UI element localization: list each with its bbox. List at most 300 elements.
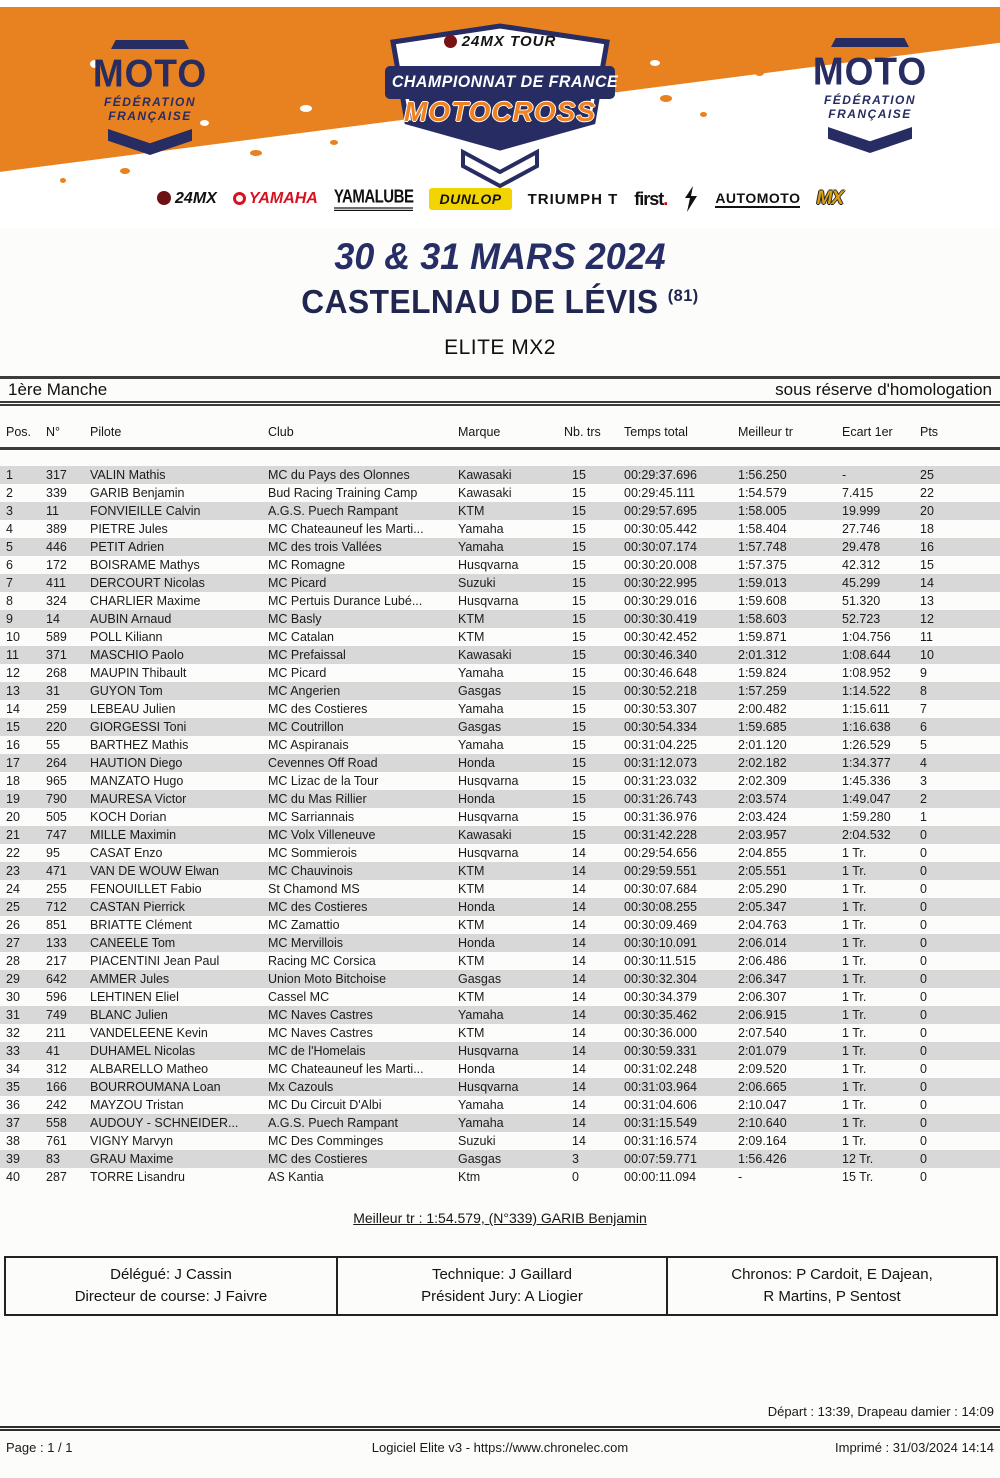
cell-marque: Honda xyxy=(458,1062,495,1076)
table-row xyxy=(0,664,1000,682)
cell-laps: 14 xyxy=(572,972,586,986)
official-line: Technique: J Gaillard xyxy=(431,1266,573,1283)
cell-marque: Gasgas xyxy=(458,720,502,734)
table-row xyxy=(0,808,1000,826)
cell-gap: 1:59.280 xyxy=(842,810,891,824)
cell-time: 00:29:45.111 xyxy=(624,486,696,500)
cell-pilot: GIORGESSI Toni xyxy=(90,720,187,734)
cell-pts: 1 xyxy=(920,810,927,824)
cell-gap: 1 Tr. xyxy=(842,990,867,1004)
cell-num: 268 xyxy=(46,666,67,680)
cell-time: 00:30:20.008 xyxy=(624,558,697,572)
cell-marque: Yamaha xyxy=(458,540,504,554)
cell-club: MC Picard xyxy=(268,576,327,590)
cell-pos: 19 xyxy=(6,792,20,806)
cell-pilot: MAURESA Victor xyxy=(90,792,187,806)
cell-pts: 0 xyxy=(920,828,927,842)
cell-pos: 29 xyxy=(6,972,20,986)
table-row xyxy=(0,556,1000,574)
cell-time: 00:30:10.091 xyxy=(624,936,697,950)
header-divider xyxy=(0,447,1000,450)
table-row xyxy=(0,718,1000,736)
cell-time: 00:30:54.334 xyxy=(624,720,697,734)
cell-pos: 40 xyxy=(6,1170,20,1184)
cell-best: 2:06.347 xyxy=(738,972,787,986)
col-header-pts: Pts xyxy=(920,425,939,439)
officials-cell-delegate xyxy=(6,1258,336,1314)
cell-time: 00:30:32.304 xyxy=(624,972,697,986)
cell-pts: 0 xyxy=(920,1062,927,1076)
cell-gap: 12 Tr. xyxy=(842,1152,874,1166)
table-row xyxy=(0,538,1000,556)
cell-time: 00:31:26.743 xyxy=(624,792,697,806)
table-row xyxy=(0,502,1000,520)
cell-gap: 1 Tr. xyxy=(842,1008,867,1022)
cell-num: 371 xyxy=(46,648,67,662)
cell-time: 00:00:11.094 xyxy=(624,1170,697,1184)
shield-line2: MOTOCROSS xyxy=(403,96,597,127)
cell-marque: Yamaha xyxy=(458,522,504,536)
cell-laps: 15 xyxy=(572,738,586,752)
table-row xyxy=(0,484,1000,502)
cell-pos: 9 xyxy=(6,612,13,626)
cell-pilot: VIGNY Marvyn xyxy=(90,1134,174,1148)
cell-pts: 3 xyxy=(920,774,927,788)
cell-gap: 1 Tr. xyxy=(842,846,867,860)
cell-num: 31 xyxy=(46,684,60,698)
cell-pilot: POLL Kiliann xyxy=(90,630,163,644)
cell-best: 2:01.312 xyxy=(738,648,787,662)
table-row xyxy=(0,1114,1000,1132)
cell-time: 00:29:37.696 xyxy=(624,468,697,482)
officials-table xyxy=(4,1256,998,1316)
cell-gap: 1:26.529 xyxy=(842,738,891,752)
cell-pts: 8 xyxy=(920,684,927,698)
cell-pilot: AUBIN Arnaud xyxy=(90,612,172,626)
cell-pts: 7 xyxy=(920,702,927,716)
24mx-icon xyxy=(157,191,171,205)
cell-pos: 17 xyxy=(6,756,20,770)
cell-club: MC Sommierois xyxy=(268,846,357,860)
ffm-logo-title: MOTO xyxy=(92,51,208,95)
cell-laps: 14 xyxy=(572,1062,586,1076)
table-row xyxy=(0,1096,1000,1114)
cell-pts: 0 xyxy=(920,1098,927,1112)
cell-pilot: LEHTINEN Eliel xyxy=(90,990,179,1004)
cell-time: 00:30:08.255 xyxy=(624,900,697,914)
cell-best: 2:05.290 xyxy=(738,882,787,896)
col-header-best: Meilleur tr xyxy=(738,425,793,439)
cell-pts: 6 xyxy=(920,720,927,734)
cell-club: MC Zamattio xyxy=(268,918,340,932)
cell-num: 133 xyxy=(46,936,67,950)
table-row xyxy=(0,826,1000,844)
cell-pts: 10 xyxy=(920,648,934,662)
cell-marque: Husqvarna xyxy=(458,846,519,860)
cell-pts: 18 xyxy=(920,522,934,536)
cell-num: 642 xyxy=(46,972,67,986)
cell-laps: 15 xyxy=(572,576,586,590)
cell-best: 2:07.540 xyxy=(738,1026,787,1040)
cell-club: Cassel MC xyxy=(268,990,330,1004)
cell-club: MC Aspiranais xyxy=(268,738,349,752)
results-table-header xyxy=(0,425,1000,439)
cell-pos: 10 xyxy=(6,630,20,644)
cell-best: 1:57.748 xyxy=(738,540,787,554)
table-row xyxy=(0,916,1000,934)
cell-pilot: CHARLIER Maxime xyxy=(90,594,201,608)
table-row xyxy=(0,466,1000,484)
cell-pos: 27 xyxy=(6,936,20,950)
cell-pts: 0 xyxy=(920,1134,927,1148)
cell-club: MC Mervillois xyxy=(268,936,343,950)
cell-gap: 1 Tr. xyxy=(842,1026,867,1040)
cell-pts: 13 xyxy=(920,594,934,608)
col-header-pos: Pos. xyxy=(6,425,32,439)
table-row xyxy=(0,952,1000,970)
cell-best: 1:57.375 xyxy=(738,558,787,572)
footer-divider xyxy=(0,1426,1000,1431)
cell-num: 471 xyxy=(46,864,67,878)
cell-club: MC Des Comminges xyxy=(268,1134,384,1148)
cell-pos: 22 xyxy=(6,846,20,860)
cell-pilot: VAN DE WOUW Elwan xyxy=(90,864,219,878)
cell-pos: 16 xyxy=(6,738,20,752)
cell-num: 255 xyxy=(46,882,67,896)
cell-num: 790 xyxy=(46,792,67,806)
cell-gap: 19.999 xyxy=(842,504,881,518)
cell-time: 00:31:15.549 xyxy=(624,1116,697,1130)
cell-time: 00:30:22.995 xyxy=(624,576,697,590)
cell-best: 2:10.640 xyxy=(738,1116,787,1130)
cell-pilot: AUDOUY - SCHNEIDER... xyxy=(90,1116,239,1130)
cell-pos: 33 xyxy=(6,1044,20,1058)
official-line: Directeur de course: J Faivre xyxy=(74,1288,268,1305)
cell-pilot: FONVIEILLE Calvin xyxy=(90,504,201,518)
cell-best: 2:05.347 xyxy=(738,900,787,914)
cell-pos: 25 xyxy=(6,900,20,914)
cell-marque: Yamaha xyxy=(458,1098,504,1112)
cell-pts: 0 xyxy=(920,846,927,860)
cell-num: 596 xyxy=(46,990,67,1004)
cell-club: MC Prefaissal xyxy=(268,648,346,662)
cell-time: 00:31:04.225 xyxy=(624,738,697,752)
header-banner xyxy=(0,0,1000,228)
cell-gap: 1 Tr. xyxy=(842,882,867,896)
cell-gap: 1 Tr. xyxy=(842,1080,867,1094)
official-line: Président Jury: A Liogier xyxy=(421,1288,583,1305)
cell-pilot: LEBEAU Julien xyxy=(90,702,176,716)
cell-club: MC Angerien xyxy=(268,684,341,698)
cell-num: 312 xyxy=(46,1062,67,1076)
cell-club: MC des Costieres xyxy=(268,1152,368,1166)
col-header-club: Club xyxy=(268,425,294,439)
cell-laps: 15 xyxy=(572,486,586,500)
cell-laps: 14 xyxy=(572,954,586,968)
cell-pts: 0 xyxy=(920,1026,927,1040)
cell-club: MC Lizac de la Tour xyxy=(268,774,379,788)
cell-time: 00:30:46.648 xyxy=(624,666,697,680)
cell-gap: 1 Tr. xyxy=(842,1116,867,1130)
cell-pos: 12 xyxy=(6,666,20,680)
cell-time: 00:30:29.016 xyxy=(624,594,697,608)
cell-best: 2:01.079 xyxy=(738,1044,787,1058)
sponsor-triumph-logo: TRIUMPH T xyxy=(527,190,619,208)
cell-pts: 14 xyxy=(920,576,934,590)
table-row xyxy=(0,682,1000,700)
cell-best: 2:01.120 xyxy=(738,738,787,752)
table-row xyxy=(0,736,1000,754)
cell-time: 00:31:16.574 xyxy=(624,1134,697,1148)
results-rows xyxy=(0,466,1000,1186)
cell-time: 00:30:05.442 xyxy=(624,522,697,536)
24mx-dot-icon xyxy=(444,35,457,48)
cell-laps: 15 xyxy=(572,648,586,662)
cell-pts: 0 xyxy=(920,1116,927,1130)
table-row xyxy=(0,1150,1000,1168)
cell-time: 00:30:30.419 xyxy=(624,612,697,626)
cell-pos: 20 xyxy=(6,810,20,824)
cell-time: 00:29:59.551 xyxy=(624,864,697,878)
cell-num: 220 xyxy=(46,720,67,734)
cell-pos: 30 xyxy=(6,990,20,1004)
cell-pts: 20 xyxy=(920,504,934,518)
cell-num: 95 xyxy=(46,846,60,860)
cell-pts: 0 xyxy=(920,882,927,896)
cell-marque: Yamaha xyxy=(458,666,504,680)
table-row xyxy=(0,574,1000,592)
paint-splatter xyxy=(755,70,764,76)
cell-club: MC Naves Castres xyxy=(268,1008,373,1022)
cell-num: 259 xyxy=(46,702,67,716)
cell-laps: 0 xyxy=(572,1170,579,1184)
cell-time: 00:31:42.228 xyxy=(624,828,697,842)
cell-pos: 11 xyxy=(6,648,19,662)
cell-time: 00:30:11.515 xyxy=(624,954,697,968)
manche-label: 1ère Manche xyxy=(8,380,108,399)
col-header-num: N° xyxy=(46,425,61,439)
cell-marque: Yamaha xyxy=(458,738,504,752)
cell-laps: 15 xyxy=(572,666,586,680)
cell-num: 389 xyxy=(46,522,67,536)
cell-club: MC Du Circuit D'Albi xyxy=(268,1098,382,1112)
cell-pts: 11 xyxy=(920,630,933,644)
officials-cell-chronos xyxy=(666,1258,996,1314)
table-row xyxy=(0,1042,1000,1060)
cell-best: 1:57.259 xyxy=(738,684,787,698)
cell-pos: 39 xyxy=(6,1152,20,1166)
cell-pts: 0 xyxy=(920,864,927,878)
cell-gap: 1:49.047 xyxy=(842,792,891,806)
cell-pos: 8 xyxy=(6,594,13,608)
cell-gap: 1 Tr. xyxy=(842,1134,867,1148)
cell-best: 2:06.486 xyxy=(738,954,787,968)
table-row xyxy=(0,862,1000,880)
table-row xyxy=(0,772,1000,790)
cell-laps: 14 xyxy=(572,900,586,914)
ffm-logo-subtitle: FÉDÉRATION xyxy=(823,93,917,107)
cell-club: MC du Pays des Olonnes xyxy=(268,468,410,482)
ffm-logo-bar xyxy=(111,40,189,49)
cell-pilot: BOURROUMANA Loan xyxy=(90,1080,221,1094)
cell-time: 00:31:12.073 xyxy=(624,756,697,770)
cell-gap: 42.312 xyxy=(842,558,881,572)
cell-pts: 0 xyxy=(920,1170,927,1184)
cell-best: 1:58.404 xyxy=(738,522,787,536)
table-row xyxy=(0,988,1000,1006)
cell-time: 00:30:07.174 xyxy=(624,540,697,554)
cell-best: 1:59.608 xyxy=(738,594,787,608)
cell-pilot: GARIB Benjamin xyxy=(90,486,185,500)
cell-club: MC Chateauneuf les Marti... xyxy=(268,1062,424,1076)
event-date: 30 & 31 MARS 2024 xyxy=(334,236,666,277)
cell-pos: 31 xyxy=(6,1008,20,1022)
homologation-note: sous réserve d'homologation xyxy=(775,380,992,399)
cell-gap: 45.299 xyxy=(842,576,881,590)
cell-pilot: CANEELE Tom xyxy=(90,936,176,950)
cell-laps: 14 xyxy=(572,864,586,878)
cell-club: A.G.S. Puech Rampant xyxy=(268,504,398,518)
championship-shield-logo xyxy=(385,20,619,190)
cell-num: 264 xyxy=(46,756,67,770)
ffm-logo-bar xyxy=(831,38,909,47)
cell-marque: KTM xyxy=(458,864,485,878)
cell-pilot: MAUPIN Thibault xyxy=(90,666,187,680)
chevron-down-icon xyxy=(108,129,192,155)
cell-pilot: ALBARELLO Matheo xyxy=(90,1062,209,1076)
cell-pilot: MAYZOU Tristan xyxy=(90,1098,184,1112)
cell-num: 712 xyxy=(46,900,67,914)
cell-gap: 1 Tr. xyxy=(842,1098,867,1112)
cell-num: 339 xyxy=(46,486,67,500)
cell-laps: 14 xyxy=(572,918,586,932)
cell-time: 00:07:59.771 xyxy=(624,1152,697,1166)
table-row xyxy=(0,1006,1000,1024)
cell-pilot: DUHAMEL Nicolas xyxy=(90,1044,196,1058)
cell-club: MC Chateauneuf les Marti... xyxy=(268,522,424,536)
cell-club: Union Moto Bitchoise xyxy=(268,972,387,986)
cell-pts: 0 xyxy=(920,936,927,950)
cell-laps: 15 xyxy=(572,810,586,824)
cell-pilot: BLANC Julien xyxy=(90,1008,168,1022)
col-header-marque: Marque xyxy=(458,425,501,439)
paint-splatter xyxy=(700,112,707,117)
table-row xyxy=(0,520,1000,538)
table-row xyxy=(0,844,1000,862)
cell-laps: 15 xyxy=(572,594,586,608)
cell-laps: 15 xyxy=(572,792,586,806)
cell-club: MC des Costieres xyxy=(268,702,368,716)
table-row xyxy=(0,790,1000,808)
cell-laps: 14 xyxy=(572,990,586,1004)
cell-gap: 15 Tr. xyxy=(842,1170,874,1184)
cell-pts: 12 xyxy=(920,612,934,626)
cell-time: 00:30:09.469 xyxy=(624,918,697,932)
cell-pilot: DERCOURT Nicolas xyxy=(90,576,205,590)
cell-club: MC Pertuis Durance Lubé... xyxy=(268,594,423,608)
cell-best: 1:54.579 xyxy=(738,486,787,500)
category-title: ELITE MX2 xyxy=(444,336,556,359)
cell-best: 2:02.182 xyxy=(738,756,787,770)
cell-club: MC du Mas Rillier xyxy=(268,792,367,806)
cell-num: 11 xyxy=(46,504,59,518)
cell-num: 14 xyxy=(46,612,60,626)
race-schedule: Départ : 13:39, Drapeau damier : 14:09 xyxy=(767,1404,994,1419)
cell-pos: 21 xyxy=(6,828,20,842)
cell-marque: Husqvarna xyxy=(458,558,519,572)
cell-pilot: BOISRAME Mathys xyxy=(90,558,200,572)
cell-pilot: BRIATTE Clément xyxy=(90,918,192,932)
cell-num: 41 xyxy=(46,1044,60,1058)
cell-time: 00:30:52.218 xyxy=(624,684,697,698)
cell-laps: 14 xyxy=(572,846,586,860)
cell-pos: 35 xyxy=(6,1080,20,1094)
col-header-gap: Ecart 1er xyxy=(842,425,893,439)
cell-num: 317 xyxy=(46,468,67,482)
cell-time: 00:30:07.684 xyxy=(624,882,697,896)
cell-club: Mx Cazouls xyxy=(268,1080,334,1094)
cell-time: 00:31:04.606 xyxy=(624,1098,697,1112)
cell-best: 1:56.426 xyxy=(738,1152,787,1166)
cell-pilot: FENOUILLET Fabio xyxy=(90,882,202,896)
cell-pts: 15 xyxy=(920,558,934,572)
cell-marque: Husqvarna xyxy=(458,1044,519,1058)
cell-pos: 7 xyxy=(6,576,13,590)
cell-laps: 14 xyxy=(572,1044,586,1058)
cell-gap: 1:04.756 xyxy=(842,630,891,644)
sponsor-yamalube-logo: YAMALUBE xyxy=(334,187,414,211)
cell-pilot: GRAU Maxime xyxy=(90,1152,174,1166)
cell-laps: 15 xyxy=(572,774,586,788)
cell-pts: 0 xyxy=(920,900,927,914)
cell-time: 00:30:34.379 xyxy=(624,990,697,1004)
cell-best: 2:03.957 xyxy=(738,828,787,842)
cell-laps: 15 xyxy=(572,558,586,572)
cell-marque: Gasgas xyxy=(458,1152,502,1166)
cell-pts: 2 xyxy=(920,792,927,806)
cell-num: 287 xyxy=(46,1170,67,1184)
cell-pos: 36 xyxy=(6,1098,20,1112)
cell-pos: 2 xyxy=(6,486,13,500)
cell-gap: 27.746 xyxy=(842,522,881,536)
cell-pos: 13 xyxy=(6,684,20,698)
cell-pilot: CASTAN Pierrick xyxy=(90,900,185,914)
sponsor-mx-logo: MX xyxy=(816,188,843,209)
sponsor-dunlop-logo: DUNLOP xyxy=(429,188,511,210)
paint-splatter xyxy=(250,150,262,156)
cell-best: 2:09.520 xyxy=(738,1062,787,1076)
cell-time: 00:30:59.331 xyxy=(624,1044,697,1058)
footer-page: Page : 1 / 1 xyxy=(6,1440,73,1455)
cell-pilot: MILLE Maximin xyxy=(90,828,177,842)
manche-banner xyxy=(0,376,1000,406)
cell-marque: Gasgas xyxy=(458,972,502,986)
cell-gap: 1 Tr. xyxy=(842,900,867,914)
cell-best: 1:58.005 xyxy=(738,504,787,518)
cell-time: 00:30:42.452 xyxy=(624,630,697,644)
table-row xyxy=(0,898,1000,916)
cell-marque: Husqvarna xyxy=(458,1080,519,1094)
cell-pos: 18 xyxy=(6,774,20,788)
cell-num: 505 xyxy=(46,810,67,824)
event-location: CASTELNAU DE LÉVIS $^{(81)}$ xyxy=(301,283,699,320)
table-row xyxy=(0,1168,1000,1186)
cell-pts: 25 xyxy=(920,468,934,482)
cell-marque: KTM xyxy=(458,630,485,644)
cell-num: 242 xyxy=(46,1098,67,1112)
cell-best: 1:59.871 xyxy=(738,630,787,644)
cell-pilot: TORRE Lisandru xyxy=(90,1170,185,1184)
